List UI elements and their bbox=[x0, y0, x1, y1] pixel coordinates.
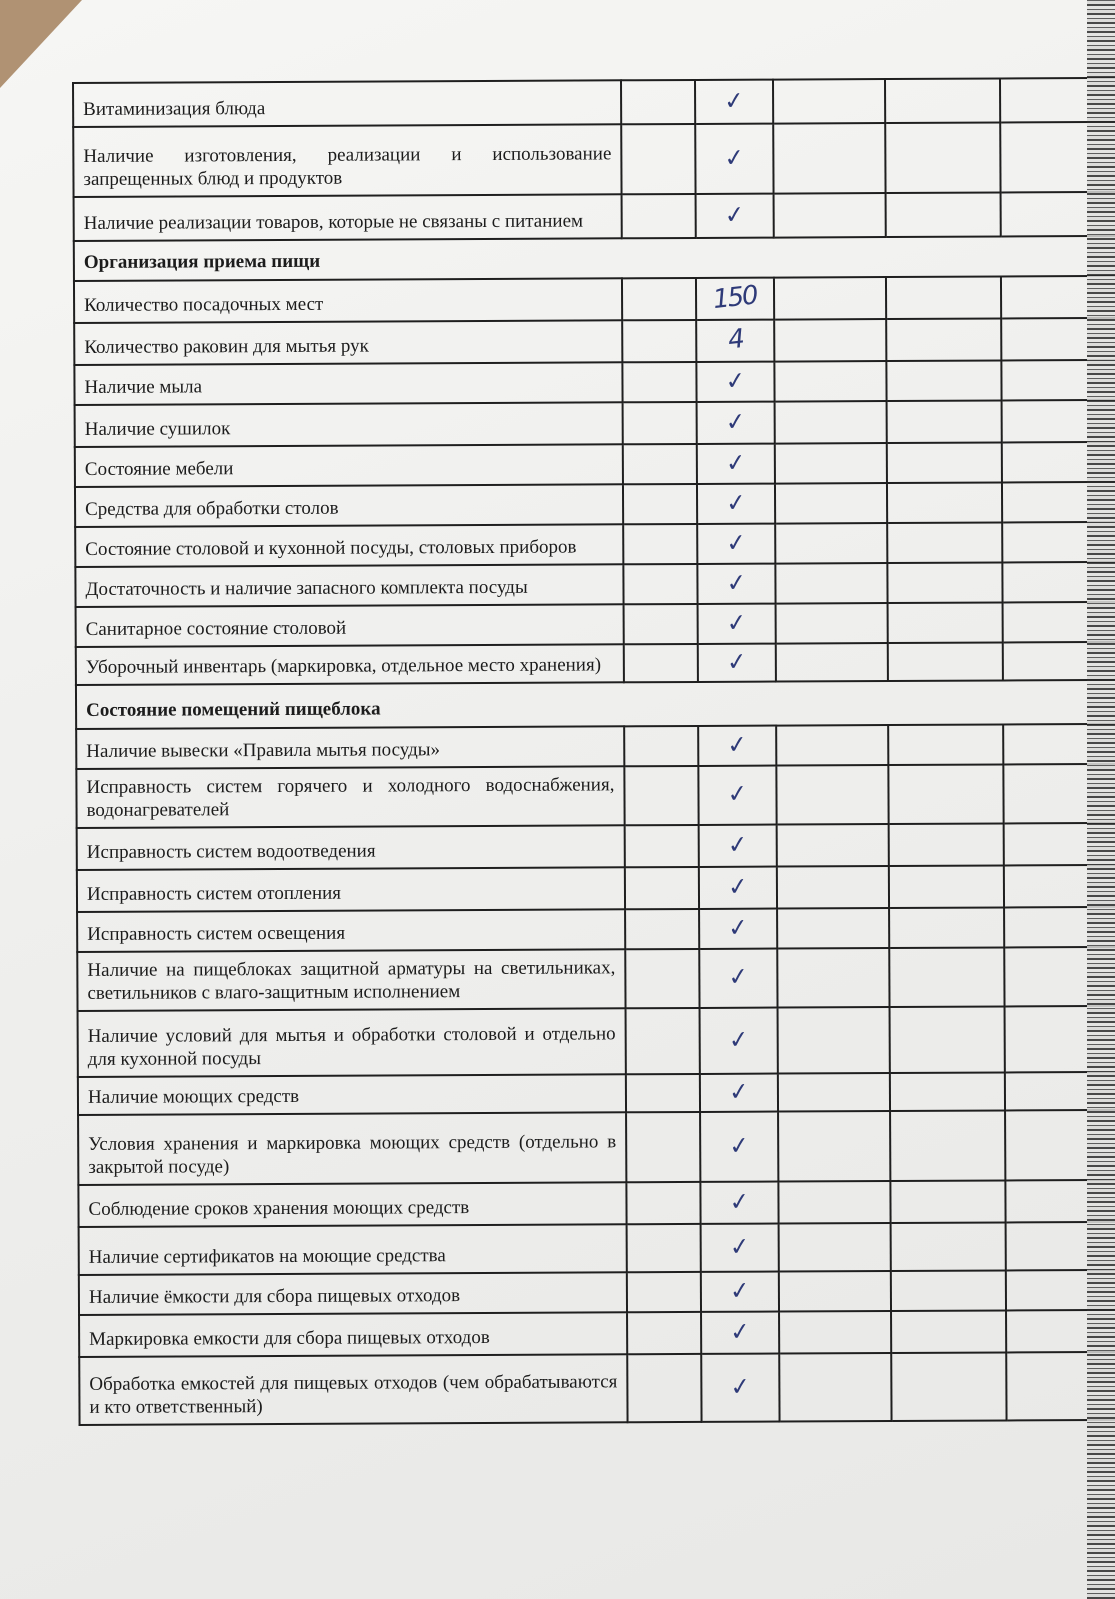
checkmark-icon: ✓ bbox=[727, 1024, 751, 1055]
empty-cell bbox=[779, 1311, 891, 1354]
checklist-row bbox=[79, 1352, 1115, 1425]
empty-cell bbox=[626, 1008, 700, 1074]
empty-cell bbox=[774, 319, 886, 362]
row-label: Наличие моющих средств bbox=[78, 1074, 626, 1115]
checklist-row bbox=[78, 1180, 1115, 1227]
checklist-row bbox=[77, 823, 1115, 870]
row-label: Соблюдение сроков хранения моющих средств bbox=[78, 1182, 626, 1227]
checkmark-icon: ✓ bbox=[725, 778, 749, 809]
empty-cell bbox=[627, 1272, 701, 1312]
empty-cell bbox=[622, 362, 696, 402]
empty-cell bbox=[625, 909, 699, 949]
section-header-row bbox=[74, 236, 1115, 281]
empty-cell bbox=[891, 1310, 1006, 1353]
checkmark-icon: ✓ bbox=[723, 365, 747, 396]
empty-cell bbox=[624, 604, 698, 644]
checklist-row bbox=[77, 865, 1115, 912]
checklist-row bbox=[75, 522, 1115, 567]
row-label: Достаточность и наличие запасного комплекта посуды bbox=[75, 564, 623, 607]
row-label: Витаминизация блюда bbox=[73, 80, 621, 127]
empty-cell bbox=[624, 726, 698, 766]
empty-cell bbox=[622, 278, 696, 320]
mark-cell bbox=[699, 825, 777, 867]
empty-cell bbox=[888, 642, 1003, 681]
empty-cell bbox=[887, 482, 1002, 523]
checklist-row bbox=[75, 442, 1115, 487]
checklist-row bbox=[76, 724, 1115, 769]
empty-cell bbox=[627, 1354, 701, 1422]
row-label: Наличие изготовления, реализации и использование запрещенных блюд и продуктов bbox=[73, 124, 621, 197]
empty-cell bbox=[779, 1271, 891, 1312]
section-title: Состояние помещений пищеблока bbox=[76, 680, 1115, 729]
empty-cell bbox=[776, 765, 888, 825]
empty-cell bbox=[777, 866, 889, 909]
checkmark-icon: ✓ bbox=[727, 1130, 751, 1161]
checklist-table bbox=[72, 77, 1115, 1426]
checklist-row bbox=[75, 562, 1115, 607]
mark-cell bbox=[696, 362, 774, 402]
row-label: Санитарное состояние столовой bbox=[76, 604, 624, 647]
empty-cell bbox=[775, 401, 887, 444]
empty-cell bbox=[627, 1312, 701, 1354]
checklist-row bbox=[74, 360, 1115, 405]
mark-cell bbox=[698, 644, 776, 682]
empty-cell bbox=[886, 276, 1001, 319]
checkmark-icon: ✓ bbox=[728, 1275, 752, 1306]
checkmark-icon: ✓ bbox=[728, 1231, 752, 1262]
empty-cell bbox=[623, 564, 697, 604]
mark-cell bbox=[696, 194, 774, 238]
empty-cell bbox=[777, 908, 889, 949]
checklist-row bbox=[79, 1270, 1115, 1315]
mark-cell bbox=[699, 949, 777, 1008]
mark-cell bbox=[696, 278, 774, 320]
empty-cell bbox=[775, 483, 887, 524]
row-label: Условия хранения и маркировка моющих средств (отдельно в закрытой посуде) bbox=[78, 1112, 626, 1185]
mark-cell bbox=[700, 1008, 778, 1074]
checkmark-icon: ✓ bbox=[724, 447, 748, 478]
section-header-row bbox=[76, 680, 1115, 729]
empty-cell bbox=[887, 442, 1002, 483]
checklist-row bbox=[79, 1222, 1115, 1275]
mark-cell bbox=[697, 564, 775, 604]
row-label: Исправность систем освещения bbox=[77, 909, 625, 952]
row-label: Наличие сушилок bbox=[75, 402, 623, 447]
row-label: Обработка емкостей для пищевых отходов (чем обрабатываются и кто ответственный) bbox=[79, 1354, 627, 1425]
checklist-rows bbox=[73, 78, 1115, 1425]
checklist-row bbox=[78, 1110, 1115, 1185]
empty-cell bbox=[775, 563, 887, 604]
checkmark-icon: ✓ bbox=[725, 607, 749, 638]
empty-cell bbox=[625, 949, 699, 1008]
row-label: Маркировка емкости для сбора пищевых отходов bbox=[79, 1312, 627, 1357]
empty-cell bbox=[626, 1112, 700, 1182]
mark-cell bbox=[699, 909, 777, 949]
row-label: Наличие реализации товаров, которые не связаны с питанием bbox=[74, 194, 622, 241]
checklist-row bbox=[75, 482, 1115, 527]
empty-cell bbox=[774, 361, 886, 402]
checkmark-icon: ✓ bbox=[727, 1076, 751, 1107]
checkmark-icon: ✓ bbox=[723, 199, 747, 230]
checkmark-icon: ✓ bbox=[724, 527, 748, 558]
checkmark-icon: ✓ bbox=[725, 729, 749, 760]
empty-cell bbox=[622, 320, 696, 362]
row-label: Наличие сертификатов на моющие средства bbox=[79, 1224, 627, 1275]
checklist-row bbox=[74, 192, 1115, 241]
empty-cell bbox=[889, 823, 1004, 866]
empty-cell bbox=[624, 644, 698, 682]
checklist-row bbox=[77, 907, 1115, 952]
checklist-row bbox=[77, 947, 1115, 1011]
checkmark-icon: ✓ bbox=[724, 567, 748, 598]
mark-cell bbox=[696, 320, 774, 362]
empty-cell bbox=[776, 603, 888, 644]
empty-cell bbox=[891, 1222, 1006, 1271]
row-label: Уборочный инвентарь (маркировка, отдельное место хранения) bbox=[76, 644, 624, 685]
row-label: Количество раковин для мытья рук bbox=[74, 320, 622, 365]
empty-cell bbox=[888, 724, 1003, 765]
mark-cell bbox=[700, 1074, 778, 1112]
mark-cell bbox=[698, 726, 776, 766]
empty-cell bbox=[773, 123, 885, 194]
scan-edge-artifact bbox=[1087, 0, 1115, 1599]
checklist-table-container bbox=[72, 77, 1115, 1426]
empty-cell bbox=[891, 1352, 1006, 1421]
empty-cell bbox=[775, 523, 887, 564]
row-label: Состояние столовой и кухонной посуды, столовых приборов bbox=[75, 524, 623, 567]
empty-cell bbox=[774, 193, 886, 238]
checklist-row bbox=[75, 400, 1115, 447]
mark-cell bbox=[701, 1224, 779, 1272]
empty-cell bbox=[623, 524, 697, 564]
empty-cell bbox=[890, 1006, 1005, 1073]
checkmark-icon: ✓ bbox=[724, 406, 748, 437]
empty-cell bbox=[887, 400, 1002, 443]
mark-cell bbox=[697, 444, 775, 484]
empty-cell bbox=[890, 1072, 1005, 1111]
mark-cell bbox=[697, 524, 775, 564]
empty-cell bbox=[889, 907, 1004, 948]
mark-cell bbox=[701, 1312, 779, 1354]
checkmark-icon: ✓ bbox=[722, 85, 746, 116]
mark-cell bbox=[698, 604, 776, 644]
checklist-row bbox=[76, 764, 1115, 828]
row-label: Исправность систем горячего и холодного водоснабжения, водонагревателей bbox=[76, 766, 624, 828]
empty-cell bbox=[627, 1224, 701, 1272]
checkmark-icon: ✓ bbox=[724, 487, 748, 518]
row-label: Исправность систем водоотведения bbox=[77, 825, 625, 870]
mark-cell bbox=[695, 80, 773, 124]
checklist-row bbox=[76, 602, 1115, 647]
empty-cell bbox=[890, 1180, 1005, 1223]
checklist-row bbox=[79, 1310, 1115, 1357]
mark-cell bbox=[697, 402, 775, 444]
mark-cell bbox=[701, 1354, 779, 1422]
mark-cell bbox=[700, 1112, 778, 1182]
checkmark-icon: ✓ bbox=[726, 961, 750, 992]
checkmark-icon: ✓ bbox=[726, 829, 750, 860]
empty-cell bbox=[773, 79, 885, 124]
row-label: Наличие вывески «Правила мытья посуды» bbox=[76, 726, 624, 769]
row-label: Количество посадочных мест bbox=[74, 278, 622, 323]
empty-cell bbox=[888, 602, 1003, 643]
empty-cell bbox=[776, 725, 888, 766]
empty-cell bbox=[776, 643, 888, 682]
empty-cell bbox=[621, 124, 695, 194]
empty-cell bbox=[625, 867, 699, 909]
checkmark-icon: ✓ bbox=[727, 1186, 751, 1217]
empty-cell bbox=[623, 484, 697, 524]
empty-cell bbox=[777, 824, 889, 867]
mark-cell bbox=[699, 867, 777, 909]
empty-cell bbox=[622, 194, 696, 238]
checklist-row bbox=[76, 642, 1115, 685]
checkmark-icon: ✓ bbox=[726, 871, 750, 902]
empty-cell bbox=[779, 1223, 891, 1272]
checklist-row bbox=[73, 122, 1115, 197]
empty-cell bbox=[775, 443, 887, 484]
empty-cell bbox=[885, 122, 1000, 193]
row-label: Наличие мыла bbox=[74, 362, 622, 405]
checkmark-icon: ✓ bbox=[728, 1316, 752, 1347]
empty-cell bbox=[891, 1270, 1006, 1311]
empty-cell bbox=[778, 1073, 890, 1112]
empty-cell bbox=[779, 1353, 891, 1422]
row-label: Наличие условий для мытья и обработки столовой и отдельно для кухонной посуды bbox=[78, 1008, 626, 1077]
empty-cell bbox=[626, 1074, 700, 1112]
row-label: Средства для обработки столов bbox=[75, 484, 623, 527]
empty-cell bbox=[626, 1182, 700, 1224]
empty-cell bbox=[623, 402, 697, 444]
empty-cell bbox=[887, 562, 1002, 603]
empty-cell bbox=[887, 522, 1002, 563]
checklist-row bbox=[74, 276, 1115, 323]
handwritten-number: 4 bbox=[726, 323, 745, 355]
checkmark-icon: ✓ bbox=[728, 1371, 752, 1402]
empty-cell bbox=[778, 1181, 890, 1224]
row-label: Наличие на пищеблоках защитной арматуры на светильниках, светильников с влаго-защитным исполнением bbox=[77, 949, 625, 1011]
empty-cell bbox=[889, 947, 1004, 1007]
empty-cell bbox=[778, 1007, 890, 1074]
mark-cell bbox=[701, 1272, 779, 1312]
checkmark-icon: ✓ bbox=[726, 912, 750, 943]
checklist-row bbox=[78, 1006, 1115, 1077]
empty-cell bbox=[888, 764, 1003, 824]
empty-cell bbox=[889, 865, 1004, 908]
empty-cell bbox=[623, 444, 697, 484]
mark-cell bbox=[695, 124, 773, 194]
checklist-row bbox=[78, 1072, 1115, 1115]
mark-cell bbox=[697, 484, 775, 524]
row-label: Исправность систем отопления bbox=[77, 867, 625, 912]
checklist-row bbox=[74, 318, 1115, 365]
empty-cell bbox=[621, 80, 695, 124]
background-corner bbox=[0, 0, 82, 88]
mark-cell bbox=[700, 1182, 778, 1224]
empty-cell bbox=[778, 1111, 890, 1182]
empty-cell bbox=[625, 825, 699, 867]
empty-cell bbox=[886, 192, 1001, 237]
empty-cell bbox=[886, 360, 1001, 401]
empty-cell bbox=[890, 1110, 1005, 1181]
empty-cell bbox=[624, 766, 698, 825]
row-label: Состояние мебели bbox=[75, 444, 623, 487]
handwritten-number: 150 bbox=[711, 279, 759, 315]
empty-cell bbox=[774, 277, 886, 320]
empty-cell bbox=[885, 78, 1000, 123]
mark-cell bbox=[698, 766, 776, 825]
row-label: Наличие ёмкости для сбора пищевых отходов bbox=[79, 1272, 627, 1315]
checkmark-icon: ✓ bbox=[725, 646, 749, 677]
empty-cell bbox=[886, 318, 1001, 361]
checkmark-icon: ✓ bbox=[722, 142, 746, 173]
section-title: Организация приема пищи bbox=[74, 236, 1115, 281]
empty-cell bbox=[777, 948, 889, 1008]
checklist-row bbox=[73, 78, 1115, 127]
